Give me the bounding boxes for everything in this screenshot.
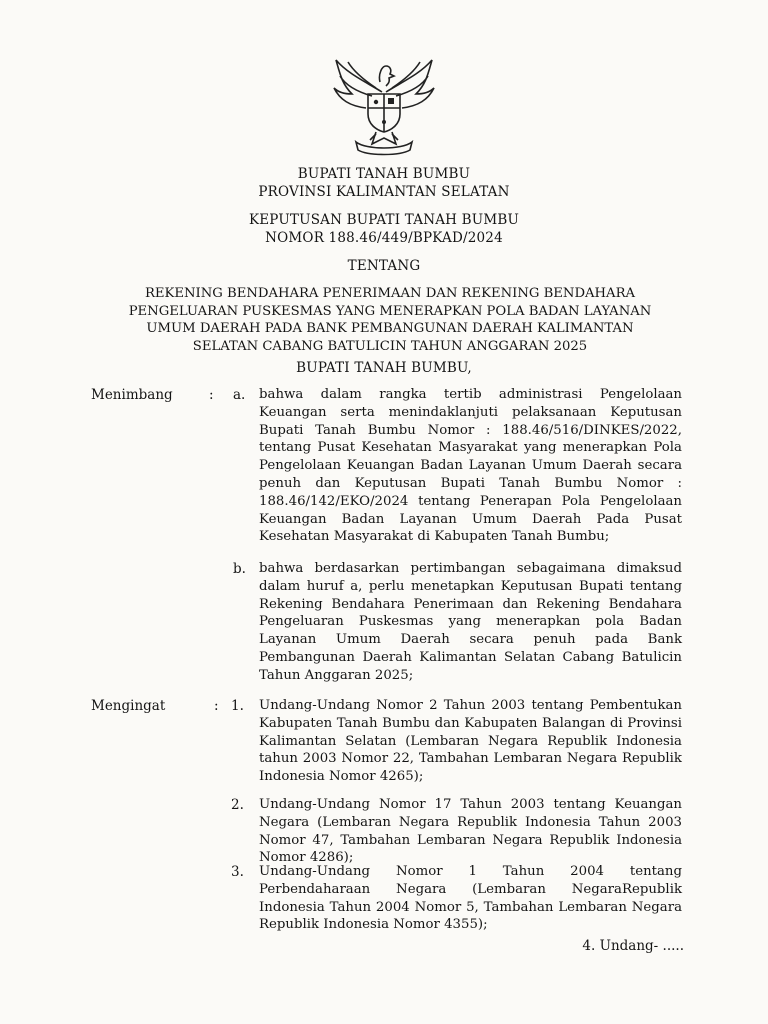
mengingat-colon: :: [214, 698, 219, 714]
mengingat-item-3-text: Undang-Undang Nomor 1 Tahun 2004 tentang Perbendaharaan Negara (Lembaran NegaraRepublik Indonesia Tahun 2004 Nomor 5, Tambahan Lembaran Negara Republik Indonesia Nomor 4355);: [259, 864, 682, 933]
subject-line-4: SELATAN CABANG BATULICIN TAHUN ANGGARAN 2025: [192, 338, 588, 354]
menimbang-colon: :: [209, 387, 214, 403]
menimbang-item-a-text: bahwa dalam rangka tertib administrasi Pengelolaan Keuangan serta menindaklanjuti pelaksanaan Keputusan Bupati Tanah Bumbu Nomor : 188.46/516/DINKES/2022, tentang Pusat Kesehatan Masyarakat yang menerapkan Pola Pengelolaan Keuangan Badan Layanan Umum Daerah secara penuh dan Keputusan Bupati Tanah Bumbu Nomor : 188.46/142/EKO/2024 tentang Penerapan Pola Pengelolaan Keuangan Badan Layanan Umum Daerah Pada Pusat Kesehatan Masyarakat di Kabupaten Tanah Bumbu;: [259, 387, 682, 545]
mengingat-item-3-no: 3.: [231, 864, 244, 880]
mengingat-item-2-no: 2.: [231, 797, 244, 813]
menimbang-item-b-no: b.: [233, 561, 246, 577]
tentang-heading: TENTANG: [347, 258, 421, 274]
regent-title: BUPATI TANAH BUMBU: [297, 166, 471, 182]
mengingat-item-1-text: Undang-Undang Nomor 2 Tahun 2003 tentang Pembentukan Kabupaten Tanah Bumbu dan Kabupaten Balangan di Provinsi Kalimantan Selatan (Lembaran Negara Republik Indonesia tahun 2003 Nomor 22, Tambahan Lembaran Negara Republik Indonesia Nomor 4265);: [259, 698, 682, 785]
decree-subject: [100, 285, 680, 355]
mengingat-label: Mengingat: [91, 698, 166, 714]
menimbang-label: Menimbang: [91, 387, 173, 403]
mengingat-item-2-text: Undang-Undang Nomor 17 Tahun 2003 tentang Keuangan Negara (Lembaran Negara Republik Indonesia Tahun 2003 Nomor 47, Tambahan Lembaran Negara Republik Indonesia Nomor 4286);: [259, 797, 682, 866]
authority-line: BUPATI TANAH BUMBU,: [296, 360, 472, 376]
menimbang-item-b-text: bahwa berdasarkan pertimbangan sebagaimana dimaksud dalam huruf a, perlu menetapkan Keputusan Bupati tentang Rekening Bendahara Penerimaan dan Rekening Bendahara Pengeluaran Puskesmas yang menerapkan pola Badan Layanan Umum Daerah secara penuh pada Bank Pembangunan Daerah Kalimantan Selatan Cabang Batulicin Tahun Anggaran 2025;: [259, 561, 682, 683]
decree-title: KEPUTUSAN BUPATI TANAH BUMBU: [248, 212, 520, 228]
mengingat-item-1-no: 1.: [231, 698, 244, 714]
decree-number: NOMOR 188.46/449/BPKAD/2024: [265, 230, 503, 246]
subject-line-2: PENGELUARAN PUSKESMAS YANG MENERAPKAN POLA BADAN LAYANAN: [128, 303, 652, 319]
menimbang-item-a-no: a.: [233, 387, 246, 403]
garuda-emblem-icon: [326, 52, 442, 156]
subject-line-3: UMUM DAERAH PADA BANK PEMBANGUNAN DAERAH KALIMANTAN: [146, 321, 634, 336]
province-title: PROVINSI KALIMANTAN SELATAN: [258, 184, 510, 200]
next-page-reference: 4. Undang- .....: [582, 938, 684, 954]
subject-line-1: REKENING BENDAHARA PENERIMAAN DAN REKENING BENDAHARA: [144, 286, 636, 301]
